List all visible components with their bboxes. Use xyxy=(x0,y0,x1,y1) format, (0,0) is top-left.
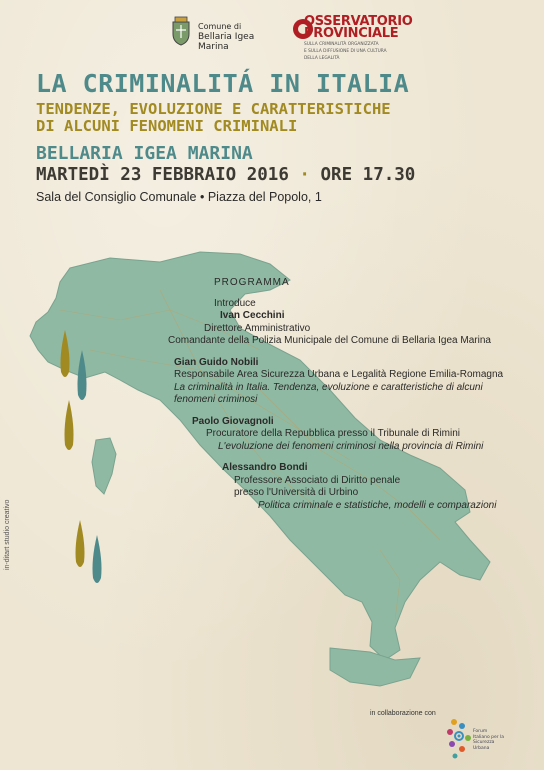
comune-line2: Bellaria Igea Marina xyxy=(198,32,255,52)
date-separator: · xyxy=(299,165,310,185)
speaker-role: presso l'Università di Urbino xyxy=(234,487,359,498)
programma-section xyxy=(166,277,516,512)
talk-title: L'evoluzione dei fenomeni criminosi nella provincia di Rimini xyxy=(218,440,484,452)
forum-logo xyxy=(444,716,524,766)
speaker-role: Professore Associato di Diritto penale xyxy=(234,474,401,486)
designer-credit xyxy=(4,470,18,580)
event-time: ORE 17.30 xyxy=(320,165,416,185)
subtitle-line1: TENDENZE, EVOLUZIONE E CARATTERISTICHE xyxy=(36,100,391,118)
talk-title: fenomeni criminosi xyxy=(174,394,258,405)
speaker-role: Direttore Amministrativo xyxy=(204,322,311,334)
osservatorio-title2: PROVINCIALE xyxy=(304,26,399,41)
forum-dots-icon xyxy=(444,716,474,761)
event-venue: Sala del Consiglio Comunale • Piazza del Popolo, 1 xyxy=(36,190,322,204)
forum-line: Italiano per la xyxy=(473,734,505,740)
programma-label: PROGRAMMA xyxy=(214,277,290,288)
osservatorio-title1: OSSERVATORIO xyxy=(304,14,413,29)
speaker-name: Alessandro Bondi xyxy=(222,462,308,473)
collaboration-label: in collaborazione con xyxy=(370,710,436,717)
speaker-role: Responsabile Area Sicurezza Urbana e Legalità Regione Emilia-Romagna xyxy=(174,369,504,380)
talk-title: La criminalità in Italia. Tendenza, evoluzione e caratteristiche di alcuni xyxy=(174,381,483,393)
event-date: MARTEDÌ 23 FEBBRAIO 2016 xyxy=(36,165,289,185)
osservatorio-sub1: SULLA CRIMINALITÀ ORGANIZZATA xyxy=(304,42,379,47)
osservatorio-sub2: E SULLA DIFFUSIONE DI UNA CULTURA xyxy=(304,49,387,54)
speaker-role: Procuratore della Repubblica presso il Tribunale di Rimini xyxy=(206,428,461,439)
forum-name xyxy=(473,729,504,751)
forum-line: Sicurezza xyxy=(473,740,495,745)
main-title: LA CRIMINALITÁ IN ITALIA xyxy=(36,69,410,98)
subtitle-line2: DI ALCUNI FENOMENI CRIMINALI xyxy=(36,117,298,135)
comune-line1: Comune di xyxy=(198,22,242,31)
event-place: BELLARIA IGEA MARINA xyxy=(36,143,253,164)
speaker-name: Gian Guido Nobili xyxy=(174,356,259,368)
speaker-name: Paolo Giovagnoli xyxy=(192,415,274,427)
speaker-name: Ivan Cecchini xyxy=(220,310,285,321)
forum-line: Urbana xyxy=(473,745,490,751)
speaker-role: Comandante della Polizia Municipale del Comune di Bellaria Igea Marina xyxy=(168,335,491,346)
talk-title: Politica criminale e statistiche, modelli e comparazioni xyxy=(258,499,497,511)
forum-line: Forum xyxy=(473,729,488,734)
introduce-label: Introduce xyxy=(214,297,256,309)
osservatorio-sub3: DELLA LEGALITÀ xyxy=(304,56,340,61)
credit-text: in-ditart studio creativo xyxy=(4,499,11,570)
